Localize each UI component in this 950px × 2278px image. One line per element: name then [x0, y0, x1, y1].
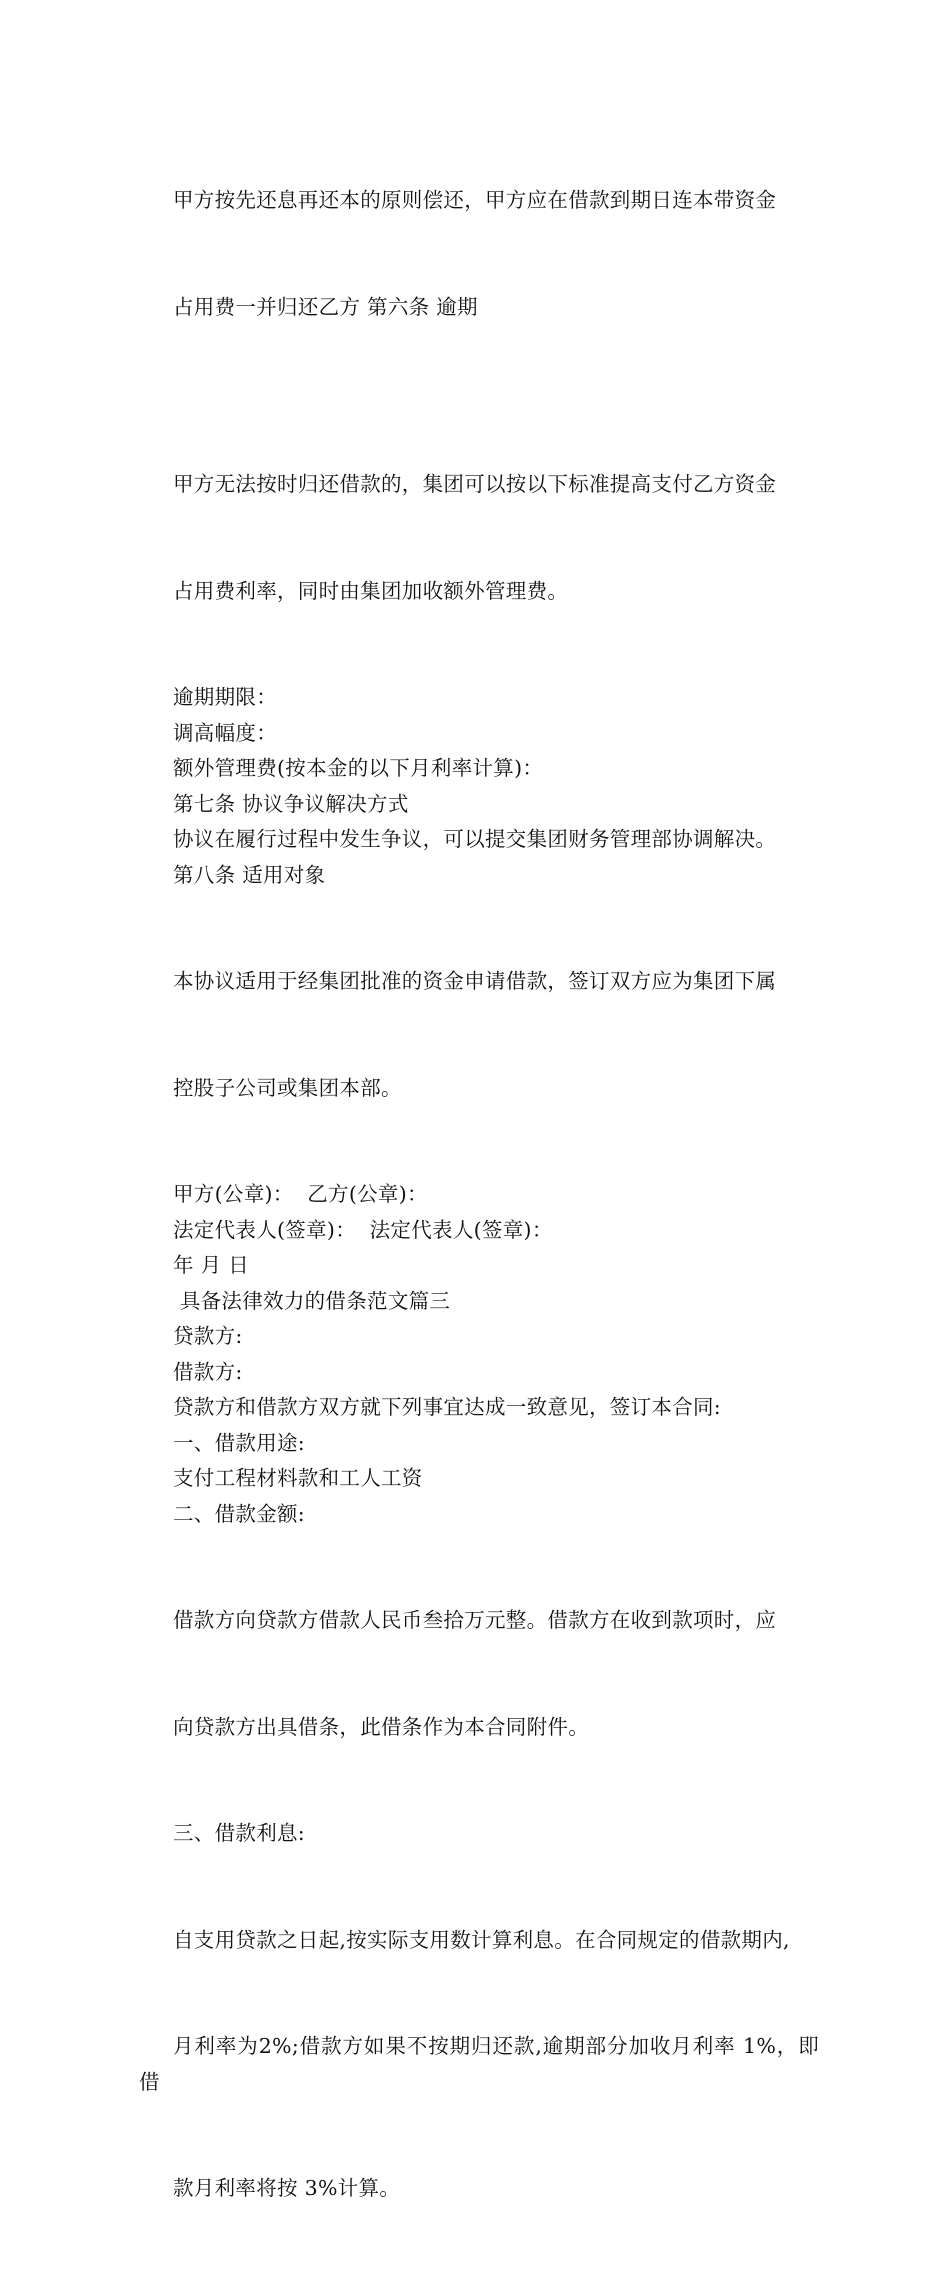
- text-line: 向贷款方出具借条，此借条作为本合同附件。: [173, 1714, 589, 1739]
- text-line: 占用费利率，同时由集团加收额外管理费。: [173, 578, 569, 603]
- section-title: 具备法律效力的借条范文篇三: [173, 1288, 451, 1313]
- text-line: 本协议适用于经集团批准的资金申请借款，签订双方应为集团下属: [173, 969, 777, 993]
- lender-line: 贷款方:: [173, 1324, 243, 1348]
- paragraph-extra-fee: 额外管理费(按本金的以下月利率计算)：: [173, 756, 544, 780]
- text-line: 控股子公司或集团本部。: [173, 1075, 402, 1100]
- text-line: 占用费一并归还乙方 第六条 逾期: [173, 294, 478, 319]
- signature-seals: 甲方(公章)： 乙方(公章)：: [173, 1182, 428, 1206]
- paragraph-loan-purpose: 支付工程材料款和工人工资: [173, 1466, 423, 1490]
- heading-loan-purpose: 一、借款用途:: [173, 1430, 306, 1455]
- paragraph-loan-amount: [139, 1532, 819, 1816]
- paragraph-overdue-period: 逾期期限：: [173, 685, 277, 709]
- heading-article-seven: 第七条 协议争议解决方式: [173, 791, 409, 816]
- text-line: 款月利率将按 3%计算。: [173, 2176, 401, 2200]
- paragraph-applicability: [139, 893, 819, 1177]
- paragraph-overdue: [139, 396, 819, 680]
- paragraph-agreement: 贷款方和借款方双方就下列事宜达成一致意见，签订本合同:: [173, 1395, 722, 1419]
- heading-loan-amount: 二、借款金额:: [173, 1501, 306, 1526]
- paragraph-dispute: 协议在履行过程中发生争议，可以提交集团财务管理部协调解决。: [173, 827, 777, 851]
- borrower-line: 借款方:: [173, 1359, 243, 1384]
- paragraph-repayment: [139, 112, 819, 396]
- text-line: 甲方无法按时归还借款的，集团可以按以下标准提高支付乙方资金: [173, 472, 777, 496]
- text-line: 自支用贷款之日起,按实际支用数计算利息。在合同规定的借款期内,: [173, 1927, 790, 1952]
- signature-representatives: 法定代表人(签章)： 法定代表人(签章)：: [173, 1217, 553, 1242]
- heading-loan-interest: 三、借款利息:: [173, 1821, 306, 1845]
- text-line: 月利率为2%;借款方如果不按期归还款,逾期部分加收月利率 1%，即借: [139, 2034, 819, 2094]
- paragraph-rate-increase: 调高幅度：: [173, 720, 277, 745]
- heading-article-eight: 第八条 适用对象: [173, 862, 326, 887]
- text-line: 借款方向贷款方借款人民币叁拾万元整。借款方在收到款项时，应: [173, 1608, 777, 1632]
- signature-date: 年 月 日: [173, 1253, 250, 1277]
- text-line: 甲方按先还息再还本的原则偿还，甲方应在借款到期日连本带资金: [173, 188, 777, 212]
- document-body: [139, 112, 819, 2278]
- paragraph-loan-interest: [139, 1852, 819, 2278]
